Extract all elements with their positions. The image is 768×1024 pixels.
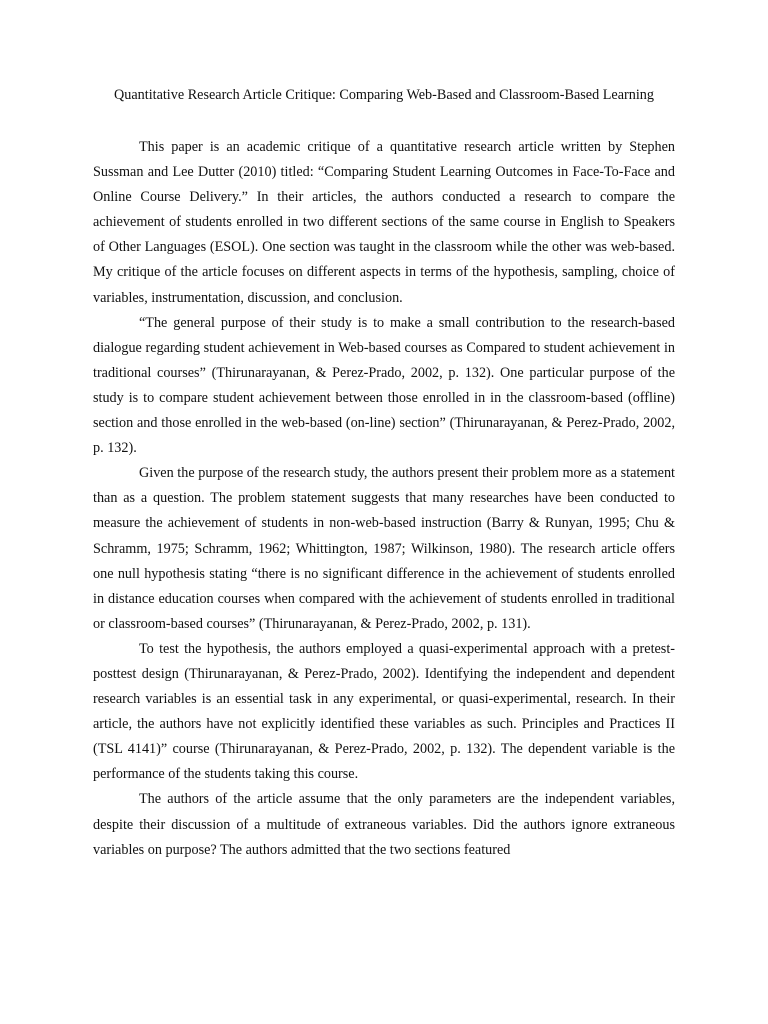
paragraph-problem-statement: Given the purpose of the research study, the authors present their problem more as a statement than as a question. The problem statement suggests that many researches have been conducted to measure the achievement of students in non-web-based instruction (Barry & Runyan, 1995; Chu & Schramm, 1975; Schramm, 1962; Whittington, 1987; Wilkinson, 1980). The research article offers one null hypothesis stating “there is no significant difference in the achievement of students enrolled in distance education courses when compared with the achievement of students enrolled in traditional or classroom-based courses” (Thirunarayanan, & Perez-Prado, 2002, p. 131).: [93, 465, 675, 632]
paragraph-extraneous-variables: The authors of the article assume that the only parameters are the independent variables, despite their discussion of a multitude of extraneous variables. Did the authors ignore extraneous variables on purpose? The authors admitted that the two sections featured: [93, 791, 675, 858]
paragraph-purpose: “The general purpose of their study is to make a small contribution to the research-based dialogue regarding student achievement in Web-based courses as Compared to student achievement in traditional courses” (Thirunarayanan, & Perez-Prado, 2002, p. 132). One particular purpose of the study is to compare student achievement between those enrolled in in the classroom-based (offline) section and those enrolled in the web-based (on-line) section” (Thirunarayanan, & Perez-Prado, 2002, p. 132).: [93, 314, 675, 457]
paragraph-variables: To test the hypothesis, the authors employed a quasi-experimental approach with a pretest-posttest design (Thirunarayanan, & Perez-Prado, 2002). Identifying the independent and dependent research variables is an essential task in any experimental, or quasi-experimental, research. In their article, the authors have not explicitly identified these variables as such. Principles and Practices II (TSL 4141)” course (Thirunarayanan, & Perez-Prado, 2002, p. 132). The dependent variable is the performance of the students taking this course.: [93, 640, 675, 783]
document-body: [93, 135, 675, 863]
document-title: Quantitative Research Article Critique: Comparing Web-Based and Classroom-Based Learning: [114, 87, 654, 103]
paragraph-intro: This paper is an academic critique of a quantitative research article written by Stephen Sussman and Lee Dutter (2010) titled: “Comparing Student Learning Outcomes in Face-To-Face and Online Course Delivery.” In their articles, the authors conducted a research to compare the achievement of students enrolled in two different sections of the same course in English to Speakers of Other Languages (ESOL). One section was taught in the classroom while the other was web-based. My critique of the article focuses on different aspects in terms of the hypothesis, sampling, choice of variables, instrumentation, discussion, and conclusion.: [93, 139, 675, 306]
